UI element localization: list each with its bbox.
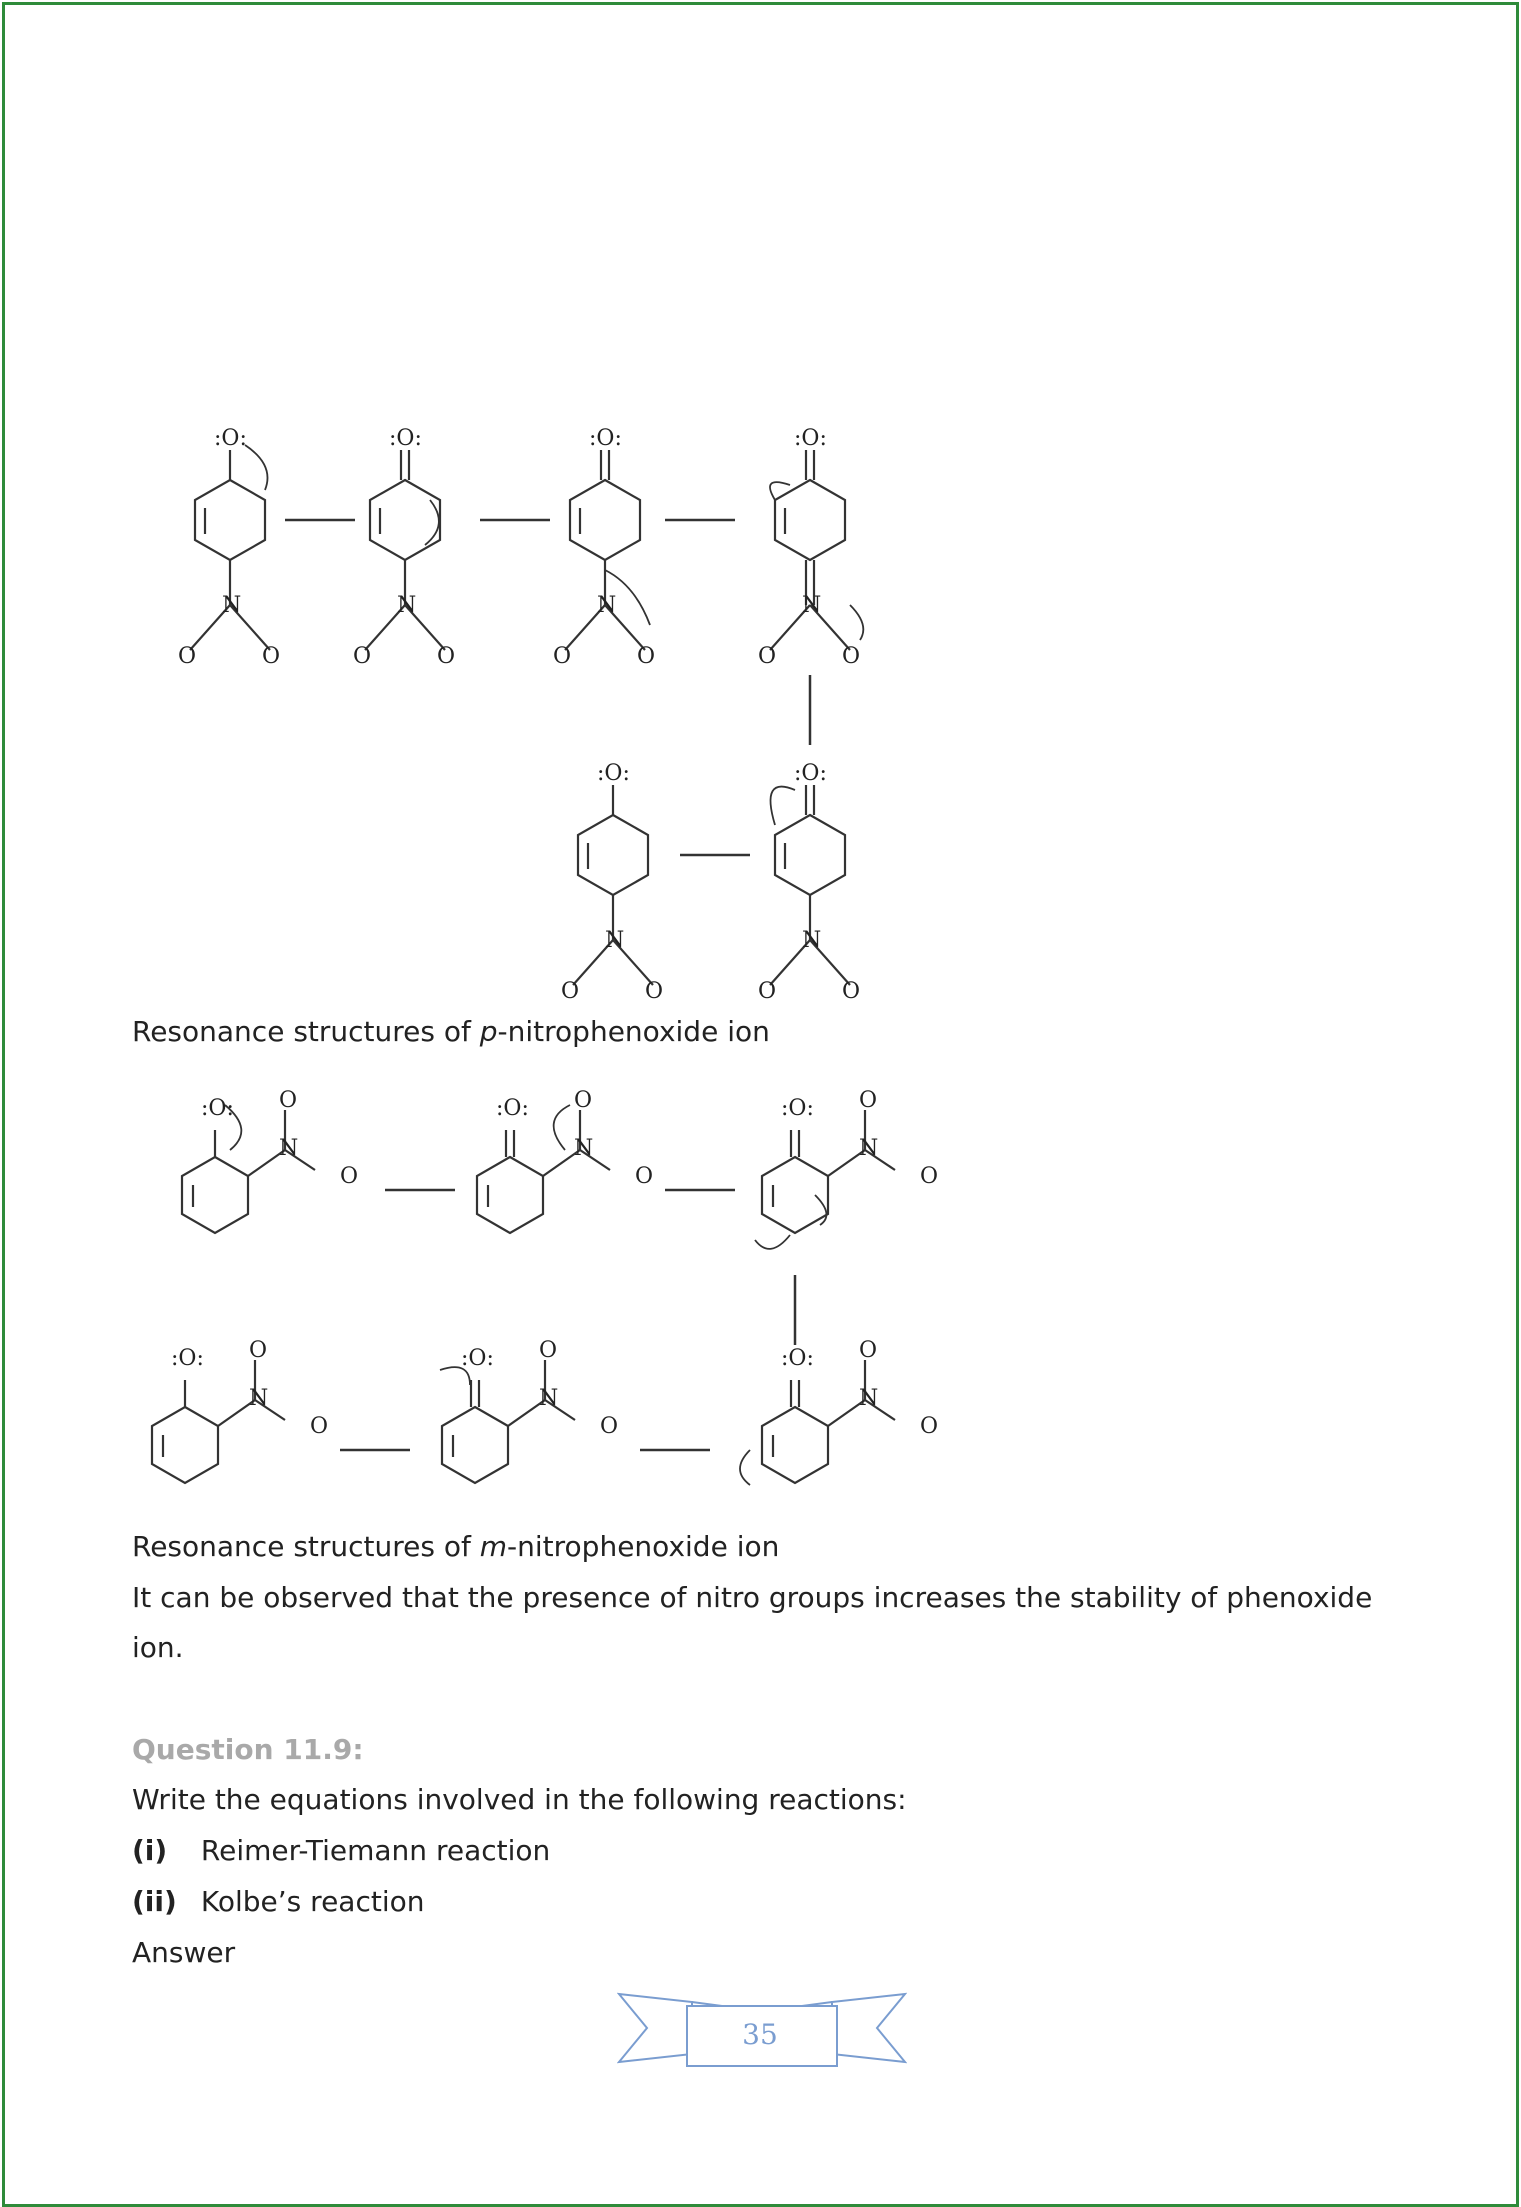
svg-text::O:: :O: <box>201 1096 234 1121</box>
svg-text::O:: :O: <box>214 426 247 451</box>
m-structure-3 <box>762 1110 895 1233</box>
svg-text:O: O <box>920 1414 939 1439</box>
question-item-2 <box>132 1877 424 1927</box>
svg-text:N: N <box>539 1386 559 1411</box>
svg-text:O: O <box>920 1164 939 1189</box>
m-structure-1 <box>182 1110 315 1233</box>
svg-text::O:: :O: <box>597 761 630 786</box>
svg-text::O:: :O: <box>461 1346 494 1371</box>
svg-text:O: O <box>279 1088 298 1113</box>
question-item-1 <box>132 1826 550 1876</box>
structure-5 <box>573 785 653 985</box>
electron-flow-arrows <box>245 445 863 825</box>
item-text: Reimer-Tiemann reaction <box>200 1834 551 1867</box>
m-structure-5 <box>442 1360 575 1483</box>
svg-text:O: O <box>310 1414 329 1439</box>
page-number: 35 <box>742 2018 778 2051</box>
svg-text:O: O <box>437 644 456 669</box>
question-title: Question 11.9: <box>132 1733 364 1766</box>
svg-text::O:: :O: <box>496 1096 529 1121</box>
svg-text::O:: :O: <box>589 426 622 451</box>
svg-text:N: N <box>859 1136 879 1161</box>
svg-text::O:: :O: <box>794 761 827 786</box>
svg-text:O: O <box>262 644 281 669</box>
svg-text:O: O <box>561 979 580 1004</box>
structure-2 <box>365 450 445 650</box>
svg-text:N: N <box>249 1386 269 1411</box>
m-structure-4 <box>152 1360 285 1483</box>
svg-text::O:: :O: <box>389 426 422 451</box>
svg-text:O: O <box>353 644 372 669</box>
resonance-arrows <box>285 520 810 855</box>
svg-text:N: N <box>222 593 242 618</box>
observation-paragraph: It can be observed that the presence of nitro groups increases the stability of phenoxide ion. <box>132 1581 1373 1664</box>
svg-text:N: N <box>397 593 417 618</box>
svg-text:O: O <box>645 979 664 1004</box>
svg-text:N: N <box>574 1136 594 1161</box>
svg-text:O: O <box>249 1338 268 1363</box>
p-nitrophenoxide-caption: Resonance structures of p-nitrophenoxide ion <box>132 1015 770 1048</box>
answer-label: Answer <box>132 1936 236 1969</box>
structure-6 <box>770 785 850 985</box>
structure-4 <box>770 450 850 650</box>
svg-text:O: O <box>539 1338 558 1363</box>
item-label: (ii) <box>132 1885 177 1918</box>
svg-text:O: O <box>340 1164 359 1189</box>
m-nitrophenoxide-caption: Resonance structures of m-nitrophenoxide ion <box>132 1530 780 1563</box>
svg-text:O: O <box>842 644 861 669</box>
svg-text:O: O <box>859 1338 878 1363</box>
svg-text::O:: :O: <box>171 1346 204 1371</box>
structure-1 <box>190 450 270 650</box>
svg-text:O: O <box>178 644 197 669</box>
m-resonance-arrows <box>340 1190 795 1450</box>
svg-text:O: O <box>842 979 861 1004</box>
svg-text:O: O <box>574 1088 593 1113</box>
svg-text::O:: :O: <box>781 1096 814 1121</box>
svg-text:N: N <box>859 1386 879 1411</box>
svg-text:N: N <box>605 928 625 953</box>
svg-text:N: N <box>279 1136 299 1161</box>
svg-text::O:: :O: <box>794 426 827 451</box>
m-structure-2 <box>477 1110 610 1233</box>
svg-text:O: O <box>600 1414 619 1439</box>
svg-text::O:: :O: <box>781 1346 814 1371</box>
structure-3 <box>565 450 645 650</box>
svg-text:N: N <box>802 593 822 618</box>
svg-text:O: O <box>637 644 656 669</box>
svg-text:O: O <box>553 644 572 669</box>
svg-text:O: O <box>859 1088 878 1113</box>
svg-text:O: O <box>758 644 777 669</box>
svg-text:O: O <box>635 1164 654 1189</box>
m-structure-6 <box>762 1360 895 1483</box>
svg-text:O: O <box>758 979 777 1004</box>
question-prompt: Write the equations involved in the following reactions: <box>132 1783 907 1816</box>
item-label: (i) <box>132 1834 168 1867</box>
svg-text:N: N <box>802 928 822 953</box>
svg-text:N: N <box>597 593 617 618</box>
item-text: Kolbe’s reaction <box>200 1885 425 1918</box>
p-nitrophenoxide-resonance-figure <box>150 405 910 1005</box>
m-nitrophenoxide-resonance-figure <box>130 1075 970 1525</box>
